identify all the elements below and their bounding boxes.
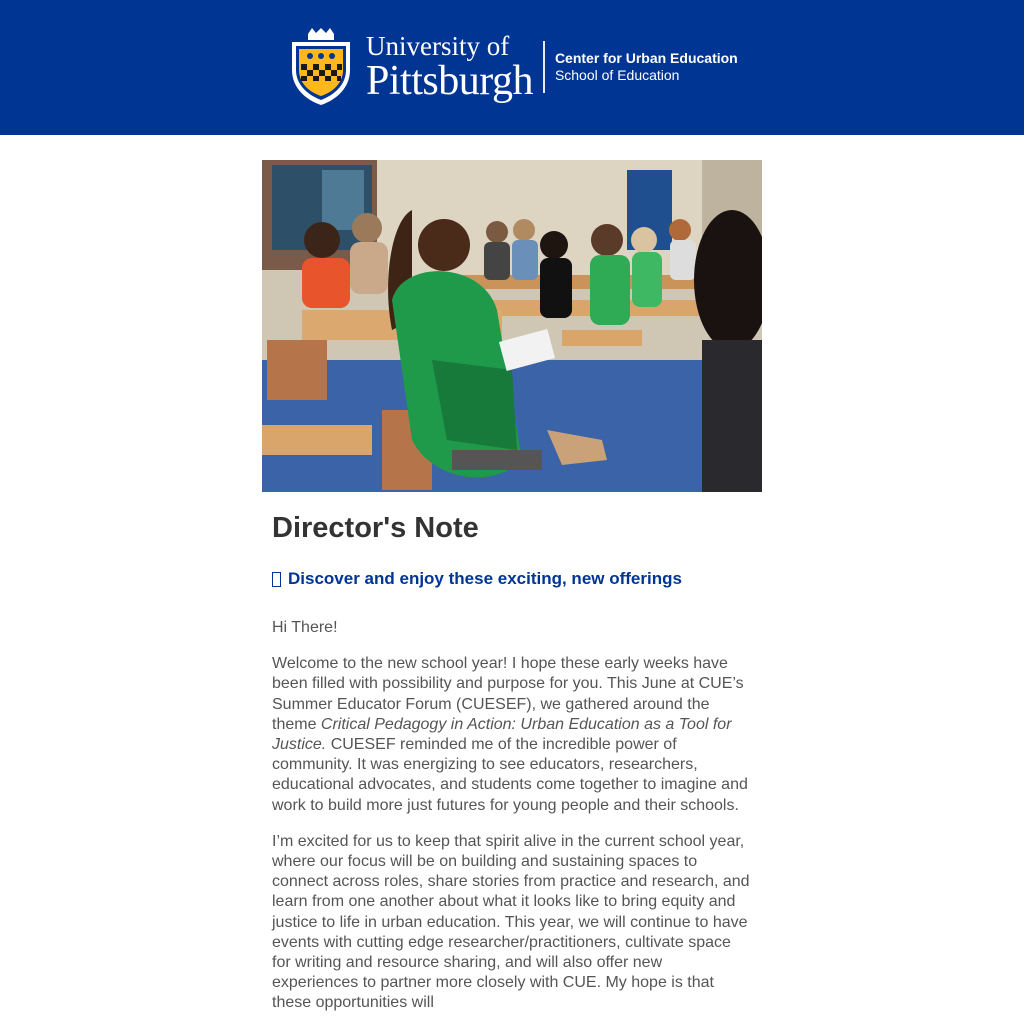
article <box>262 512 762 1014</box>
university-line2: Pittsburgh <box>366 57 533 104</box>
missing-glyph-icon <box>272 572 281 587</box>
email-header <box>0 0 1024 135</box>
university-line1: University of <box>366 30 510 61</box>
article-subtitle <box>272 569 752 589</box>
paragraph-welcome-end: CUESEF reminded me of the incredible power of community. It was energizing to see educators, researchers, educational advocates, and students come together to imagine and work to build more just futures for young people and their schools. <box>272 736 748 814</box>
forum-theme: Critical Pedagogy in Action: Urban Education as a Tool for Justice. <box>272 715 732 754</box>
school-name: School of Education <box>554 67 680 83</box>
greeting: Hi There! <box>272 619 338 636</box>
logo-divider <box>543 41 545 93</box>
paragraph-plans: I’m excited for us to keep that spirit alive in the current school year, where our focus will be on building and sustaining spaces to connect across roles, share stories from practice and research, and learn from one another about what it looks like to bring equity and justice to life in urban education. This year, we will continue to have events with cutting edge researcher/practitioners, cultivate space for writing and resource sharing, and will also offer new experiences to partner more closely with CUE. My hope is that these opportunities will <box>272 832 750 1012</box>
email-body <box>262 160 762 1014</box>
pitt-shield-icon <box>290 28 352 106</box>
center-wordmark <box>555 50 738 84</box>
pitt-cue-logo[interactable] <box>290 28 738 106</box>
university-wordmark <box>366 30 533 104</box>
center-name: Center for Urban Education <box>554 50 738 67</box>
paragraph-welcome-start: Welcome to the new school year! I hope these early weeks have been filled with possibility and purpose for you. This June at CUE’s Summer Educator Forum (CUESEF), we gathered around the theme <box>272 655 744 733</box>
classroom-photo-icon <box>262 160 762 492</box>
paragraph-welcome <box>272 654 752 816</box>
subtitle-text: Discover and enjoy these exciting, new offerings <box>288 569 682 588</box>
article-title: Director's Note <box>272 512 479 544</box>
